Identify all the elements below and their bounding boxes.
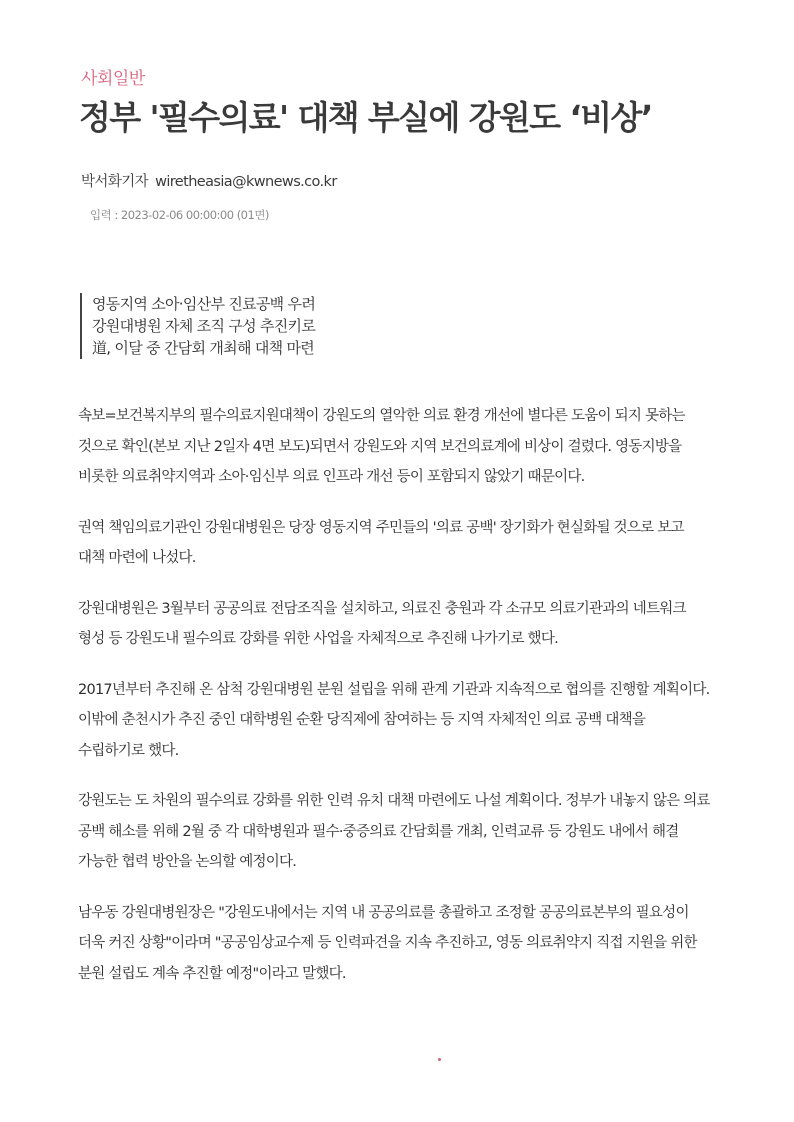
body-paragraph: 권역 책임의료기관인 강원대병원은 당장 영동지역 주민들의 '의료 공백' 장기화가 현실화될 것으로 보고 대책 마련에 나섰다. <box>78 519 684 566</box>
reporter-email[interactable]: wiretheasia@kwnews.co.kr <box>155 174 337 190</box>
body-paragraph: 강원대병원은 3월부터 공공의료 전담조직을 설치하고, 의료진 충원과 각 소규모 의료기관과의 네트워크 형성 등 강원도내 필수의료 강화를 위한 사업을 자체적으로 추진해 나가기로 했다. <box>78 600 686 647</box>
body-paragraph: 속보=보건복지부의 필수의료지원대책이 강원도의 열악한 의료 환경 개선에 별다른 도움이 되지 못하는 것으로 확인(본보 지난 2일자 4면 보도)되면서 강원도와 지역 보건의료계에 비상이 걸렸다. 영동지방을 비롯한 의료취약지역과 소아·임신부 의료 인프라 개선 등이 포함되지 않았기 때문이다. <box>78 408 685 485</box>
body-paragraph: 남우동 강원대병원장은 "강원도내에서는 지역 내 공공의료를 총괄하고 조정할 공공의료본부의 필요성이 더욱 커진 상황"이라며 "공공임상교수제 등 인력파견을 지속 추진하고, 영동 의료취약지 직접 지원을 위한 분원 설립도 계속 추진할 예정"이라고 말했다. <box>78 904 697 982</box>
article-headline: 정부 '필수의료' 대책 부실에 강원도 ‘비상’ <box>79 98 652 137</box>
article-body <box>78 401 714 1009</box>
subheadline: 영동지역 소아·임산부 진료공백 우려 <box>92 295 316 313</box>
published-dateline: 입력 : 2023-02-06 00:00:00 (01면) <box>90 208 269 222</box>
subheadline-block <box>80 293 732 359</box>
body-paragraph: 강원도는 도 차원의 필수의료 강화를 위한 인력 유치 대책 마련에도 나설 계획이다. 정부가 내놓지 않은 의료 공백 해소를 위해 2월 중 각 대학병원과 필수·중증의료 간담회를 개최, 인력교류 등 강원도 내에서 해결 가능한 협력 방안을 논의할 예정이다. <box>78 793 710 870</box>
subheadline: 道, 이달 중 간담회 개최해 대책 마련 <box>92 339 315 357</box>
byline <box>81 170 337 191</box>
body-paragraph: 2017년부터 추진해 온 삼척 강원대병원 분원 설립을 위해 관계 기관과 지속적으로 협의를 진행할 계획이다. 이밖에 춘천시가 추진 중인 대학병원 순환 당직제에 참여하는 등 지역 자체적인 의료 공백 대책을 수립하기로 했다. <box>78 681 710 759</box>
article-category[interactable]: 사회일반 <box>81 69 145 89</box>
reporter-name: 박서화기자 <box>81 174 149 190</box>
subheadline: 강원대병원 자체 조직 구성 추진키로 <box>92 317 316 335</box>
end-mark-dot <box>438 1058 441 1061</box>
